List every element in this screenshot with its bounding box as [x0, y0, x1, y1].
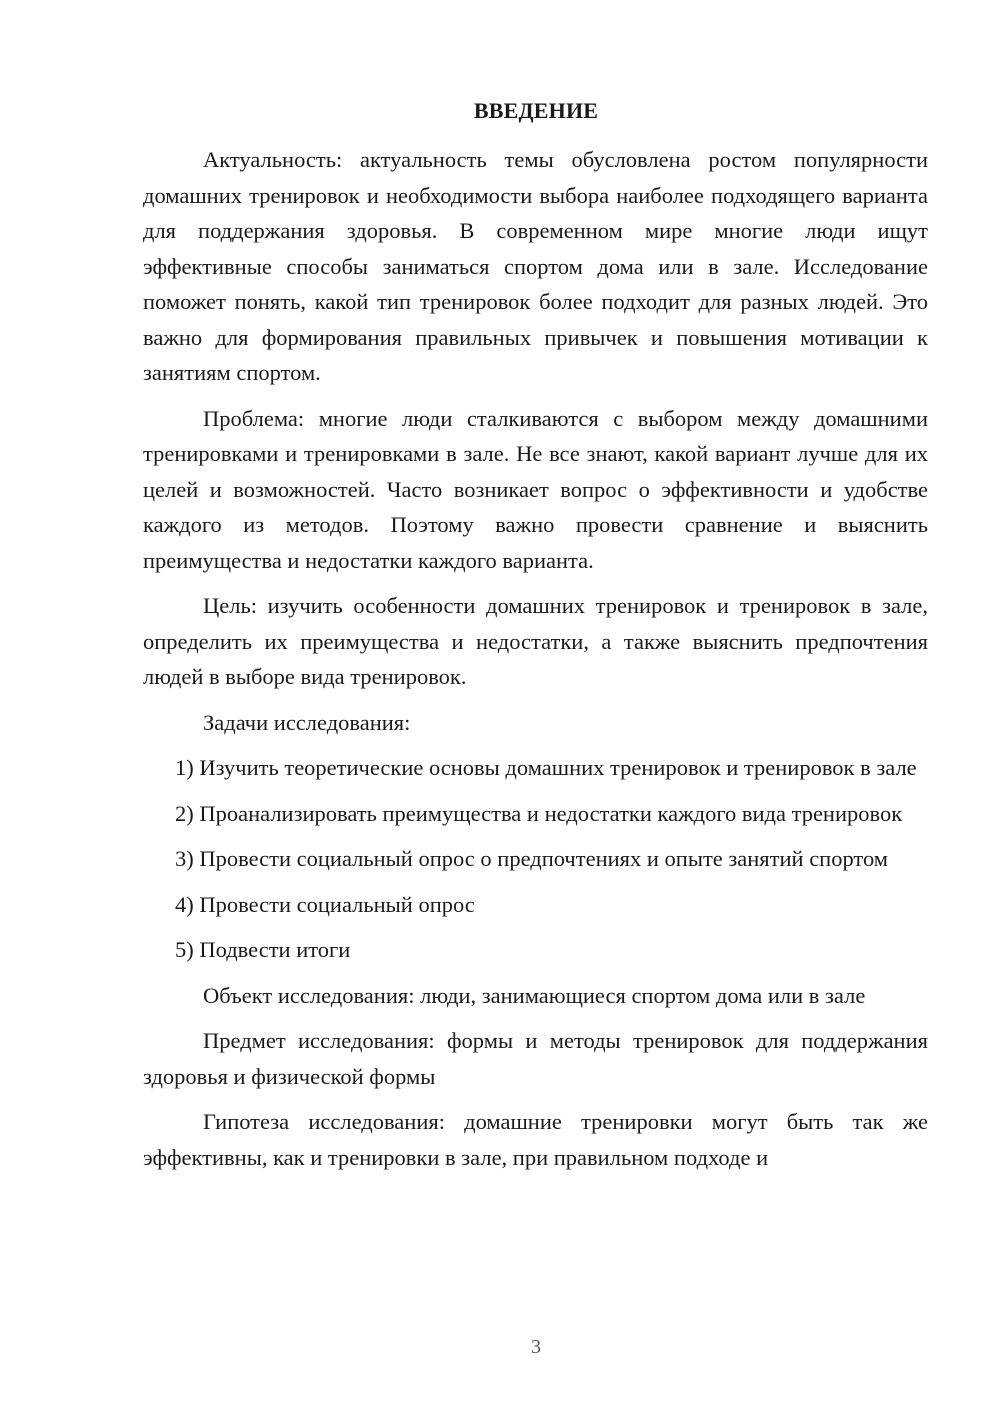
page-number: 3: [531, 1336, 541, 1358]
list-item: 5) Подвести итоги: [175, 937, 351, 962]
paragraph-problem: Проблема: многие люди сталкиваются с выбором между домашними тренировками и тренировками в зале. Не все знают, какой вариант лучше для их целей и возможностей. Часто возникает вопрос о эффективности и удобстве каждого из методов. Поэтому важно провести сравнение и выяснить преимущества и недостатки каждого варианта.: [143, 405, 928, 573]
paragraph-hypothesis: Гипотеза исследования: домашние тренировки могут быть так же эффективны, как и тренировки в зале, при правильном подходе и: [143, 1109, 928, 1170]
page-title: ВВЕДЕНИЕ: [473, 98, 599, 123]
paragraph-subject: Предмет исследования: формы и методы тренировок для поддержания здоровья и физической формы: [143, 1028, 928, 1089]
paragraph-object: Объект исследования: люди, занимающиеся спортом дома или в зале: [203, 982, 866, 1008]
paragraph-goal: Цель: изучить особенности домашних тренировок и тренировок в зале, определить их преимущества и недостатки, а также выяснить предпочтения людей в выборе вида тренировок.: [143, 593, 928, 689]
list-item: 4) Провести социальный опрос: [175, 891, 475, 917]
list-item: 1) Изучить теоретические основы домашних тренировок и тренировок в зале: [175, 755, 917, 780]
document-body: [143, 142, 928, 1185]
list-item: 2) Проанализировать преимущества и недостатки каждого вида тренировок: [175, 800, 903, 826]
paragraph-relevance: Актуальность: актуальность темы обусловлена ростом популярности домашних тренировок и необходимости выбора наиболее подходящего варианта для поддержания здоровья. В современном мире многие люди ищут эффективные способы заниматься спортом дома или в зале. Исследование поможет понять, какой тип тренировок более подходит для разных людей. Это важно для формирования правильных привычек и повышения мотивации к занятиям спортом.: [143, 147, 928, 385]
paragraph-tasks-heading: Задачи исследования:: [203, 709, 411, 735]
list-item: 3) Провести социальный опрос о предпочтениях и опыте занятий спортом: [175, 846, 889, 871]
